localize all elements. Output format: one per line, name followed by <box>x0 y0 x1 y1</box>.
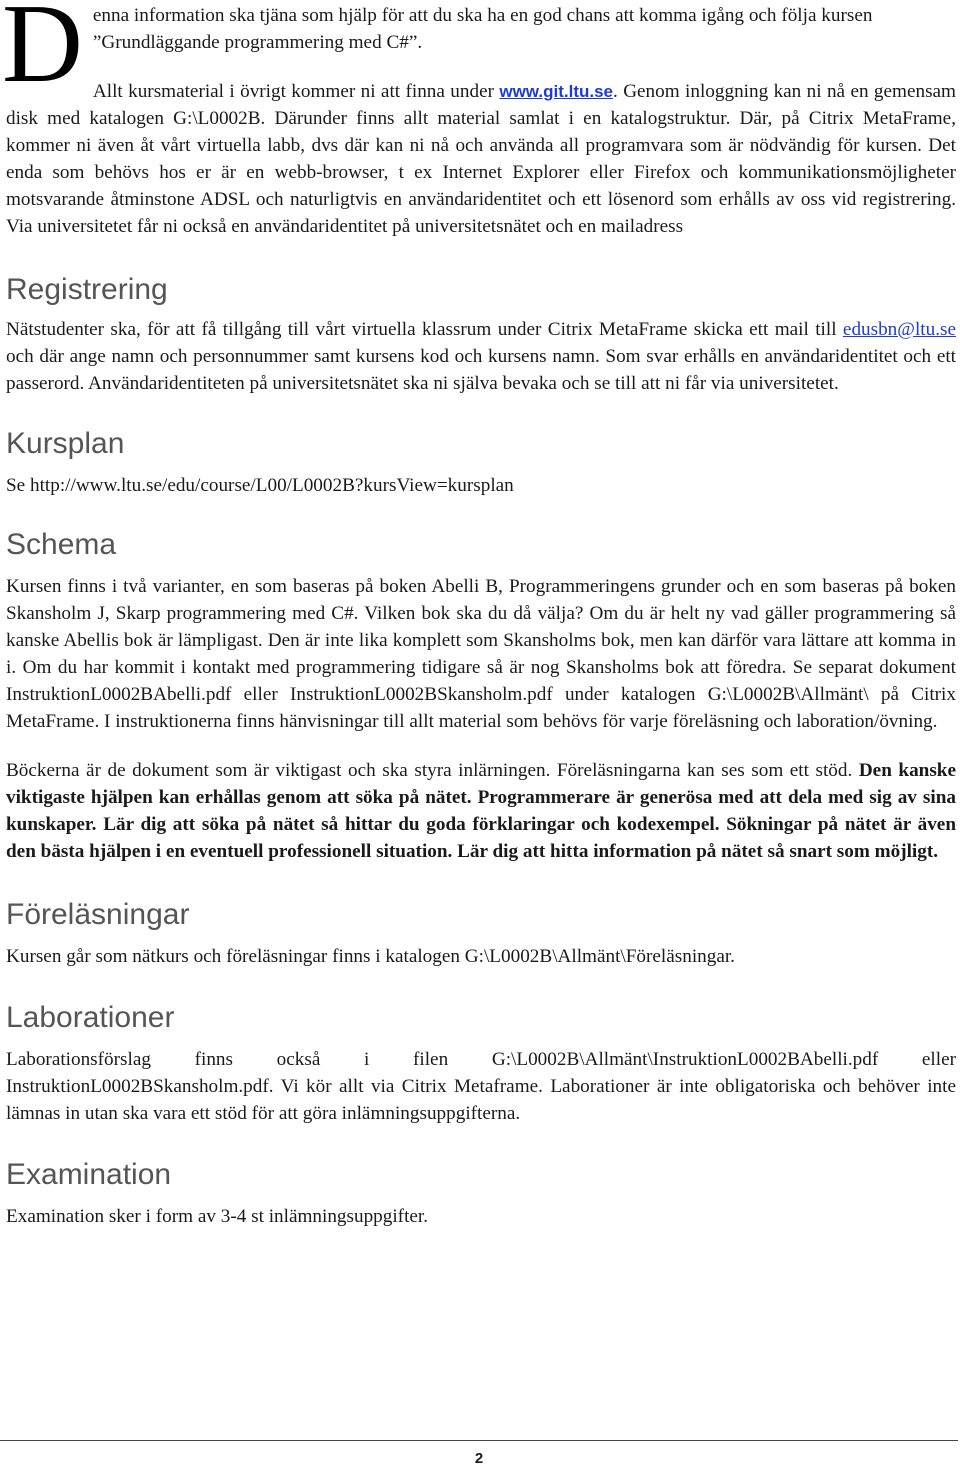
heading-registrering: Registrering <box>6 273 168 306</box>
email-link[interactable]: edusbn@ltu.se <box>842 319 956 340</box>
forelasningar-paragraph: Kursen går som nätkurs och föreläsningar finns i katalogen G:\L0002B\Allmänt\Föreläsningar. <box>6 946 735 967</box>
heading-examination: Examination <box>6 1158 172 1191</box>
laborationer-paragraph: Laborationsförslag finns också i filen G:\L0002B\Allmänt\InstruktionL0002BAbelli.pdf eller InstruktionL0002BSkansholm.pdf. Vi kör allt via Citrix Metaframe. Laborationer är inte obligatoriska och behöver inte lämnas in utan ska vara ett stöd för att göra inlämningsuppgifterna. <box>6 1049 956 1124</box>
heading-forelasningar: Föreläsningar <box>6 898 190 931</box>
examination-paragraph: Examination sker i form av 3-4 st inlämningsuppgifter. <box>6 1206 429 1227</box>
git-ltu-link[interactable]: www.git.ltu.se <box>499 82 614 101</box>
document-page <box>2 0 956 1230</box>
heading-schema: Schema <box>6 528 117 561</box>
schema-paragraph-2: Böckerna är de dokument som är viktigast och ska styra inlärningen. Föreläsningarna kan ses som ett stöd. Den kanske viktigaste hjälpen kan erhållas genom att söka på nätet. Programmerare är generösa med att dela med sig av sina kunskaper. Lär dig att söka på nätet så hittar du goda förklaringar och kodexempel. Sökningar på nätet är även den bästa hjälpen i en eventuell professionell situation. Lär dig att hitta information på nätet så snart som möjligt. <box>6 760 956 862</box>
footer-divider <box>0 1440 958 1441</box>
page-number: 2 <box>474 1450 484 1467</box>
kursplan-paragraph: Se http://www.ltu.se/edu/course/L00/L0002B?kursView=kursplan <box>6 475 514 496</box>
schema-bold-advice: Den kanske viktigaste hjälpen kan erhållas genom att söka på nätet. Programmerare är generösa med att dela med sig av sina kunskaper. Lär dig att söka på nätet så hittar du goda förklaringar och kodexempel. Sökningar på nätet är även den bästa hjälpen i en eventuell professionell situation. Lär dig att hitta information på nätet så snart som möjligt. <box>6 760 956 862</box>
intro-section <box>2 0 956 240</box>
registrering-paragraph: Nätstudenter ska, för att få tillgång till vårt virtuella klassrum under Citrix MetaFrame skicka ett mail till edusbn@ltu.se och där ange namn och personnummer samt kursens kod och kursens namn. Som svar erhålls en användaridentitet och ett passerord. Användaridentiteten på universitetsnätet ska ni själva bevaka och se till att ni får via universitetet. <box>6 319 956 394</box>
drop-cap-letter: D <box>2 0 83 106</box>
heading-kursplan: Kursplan <box>6 427 125 460</box>
heading-laborationer: Laborationer <box>6 1001 175 1034</box>
schema-paragraph-1: Kursen finns i två varianter, en som baseras på boken Abelli B, Programmeringens grunder och en som baseras på boken Skansholm J, Skarp programmering med C#. Vilken bok ska du då välja? Om du är helt ny vad gäller programmering så kanske Abellis bok är lämpligast. Den är inte lika komplett som Skansholms bok, men kan därför vara lättare att komma in i. Om du har kommit i kontakt med programmering tidigare så är nog Skansholms bok att föredra. Se separat dokument InstruktionL0002BAbelli.pdf eller InstruktionL0002BSkansholm.pdf under katalogen G:\L0002B\Allmänt\ på Citrix MetaFrame. I instruktionerna finns hänvisningar till allt material som behövs för varje föreläsning och laboration/övning. <box>6 576 956 732</box>
intro-paragraph-1: enna information ska tjäna som hjälp för att du ska ha en god chans att komma igång och följa kursen ”Grundläggande programmering med C#”. <box>92 5 873 53</box>
intro-paragraph-2: Allt kursmaterial i övrigt kommer ni att finna under www.git.ltu.se. Genom inloggning kan ni nå en gemensam disk med katalogen G:\L0002B. Därunder finns allt material samlat i en katalogstruktur. Där, på Citrix MetaFrame, kommer ni även åt vårt virtuella labb, dvs där kan ni nå och använda all programvara som är nödvändig för kursen. Det enda som behövs hos er är en webb-browser, t ex Internet Explorer eller Firefox och kommunikationsmöjligheter motsvarande åtminstone ADSL och naturligtvis en användaridentitet och ett lösenord som erhålls av oss vid registrering. Via universitetet får ni också en användaridentitet på universitetsnätet och en mailadress <box>6 81 956 237</box>
